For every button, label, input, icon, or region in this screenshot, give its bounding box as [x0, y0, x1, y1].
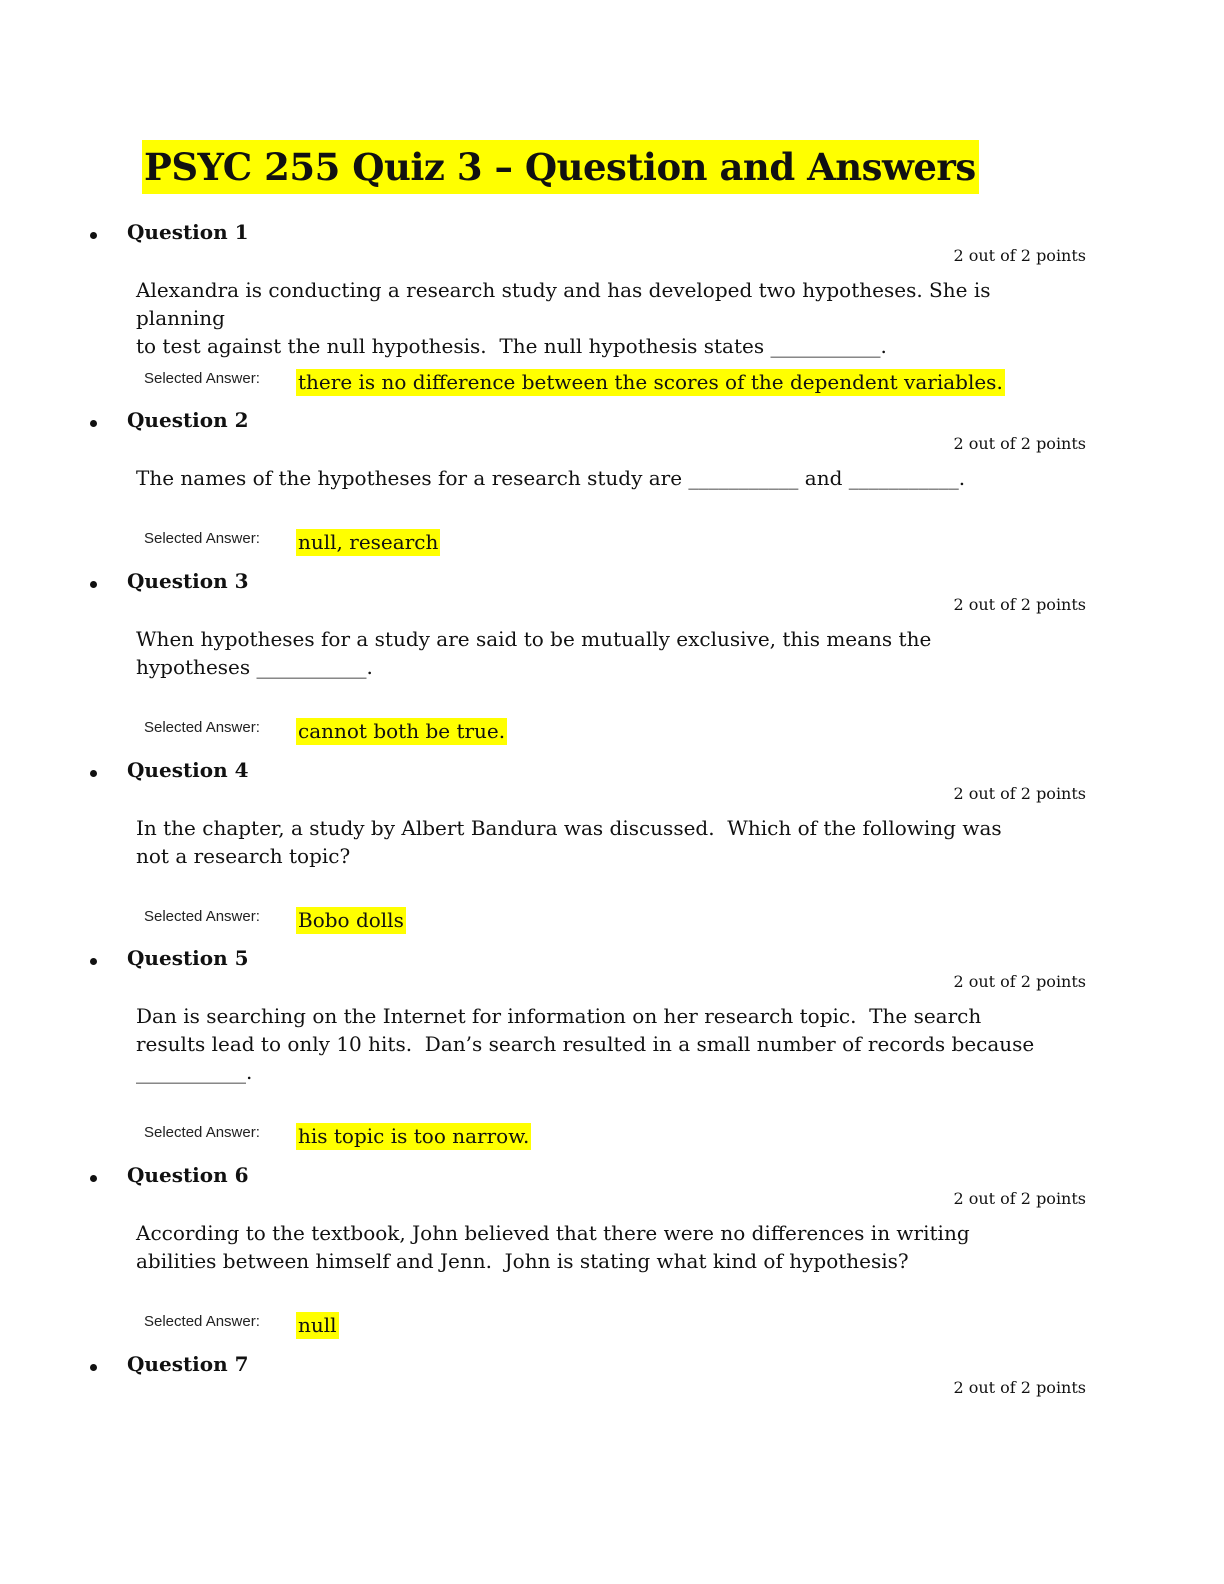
question-heading: Question 1	[127, 220, 249, 244]
question-points: 2 out of 2 points	[953, 434, 1086, 453]
question-text: The names of the hypotheses for a research study are ___________ and ___________.	[136, 466, 966, 490]
selected-answer: cannot both be true.	[298, 719, 506, 743]
question-points: 2 out of 2 points	[953, 784, 1086, 803]
selected-answer-label: Selected Answer:	[144, 719, 260, 736]
question-text: Dan is searching on the Internet for information on her research topic. The search results lead to only 10 hits. Dan’s search resulted in a small number of records because ___________.	[136, 1004, 1035, 1084]
question-points: 2 out of 2 points	[953, 1378, 1086, 1397]
selected-answer-label: Selected Answer:	[144, 1124, 260, 1141]
question-points: 2 out of 2 points	[953, 595, 1086, 614]
selected-answer: his topic is too narrow.	[298, 1124, 530, 1148]
question-points: 2 out of 2 points	[953, 972, 1086, 991]
question-heading: Question 5	[127, 946, 249, 970]
question-text: According to the textbook, John believed that there were no differences in writing abilities between himself and Jenn. John is stating what kind of hypothesis?	[136, 1221, 970, 1273]
selected-answer-label: Selected Answer:	[144, 908, 260, 925]
bullet-icon	[90, 1364, 97, 1371]
selected-answer: Bobo dolls	[298, 908, 404, 932]
selected-answer: null, research	[298, 530, 439, 554]
question-heading: Question 2	[127, 408, 249, 432]
bullet-icon	[90, 232, 97, 239]
question-heading: Question 6	[127, 1163, 249, 1187]
selected-answer-label: Selected Answer:	[144, 530, 260, 547]
question-heading: Question 4	[127, 758, 249, 782]
question-points: 2 out of 2 points	[953, 1189, 1086, 1208]
selected-answer: null	[298, 1313, 337, 1337]
question-text: In the chapter, a study by Albert Bandura was discussed. Which of the following was not a research topic?	[136, 816, 1002, 868]
bullet-icon	[90, 1175, 97, 1182]
question-heading: Question 7	[127, 1352, 249, 1376]
question-points: 2 out of 2 points	[953, 246, 1086, 265]
question-heading: Question 3	[127, 569, 249, 593]
bullet-icon	[90, 420, 97, 427]
question-text: Alexandra is conducting a research study and has developed two hypotheses. She is planning to test against the null hypothesis. The null hypothesis states ___________.	[136, 278, 991, 358]
bullet-icon	[90, 958, 97, 965]
selected-answer-label: Selected Answer:	[144, 1313, 260, 1330]
bullet-icon	[90, 770, 97, 777]
question-text: When hypotheses for a study are said to be mutually exclusive, this means the hypotheses ___________.	[136, 627, 932, 679]
page-title: PSYC 255 Quiz 3 – Question and Answers	[142, 140, 979, 194]
selected-answer-label: Selected Answer:	[144, 370, 260, 387]
selected-answer: there is no difference between the scores of the dependent variables.	[298, 370, 1003, 394]
bullet-icon	[90, 581, 97, 588]
